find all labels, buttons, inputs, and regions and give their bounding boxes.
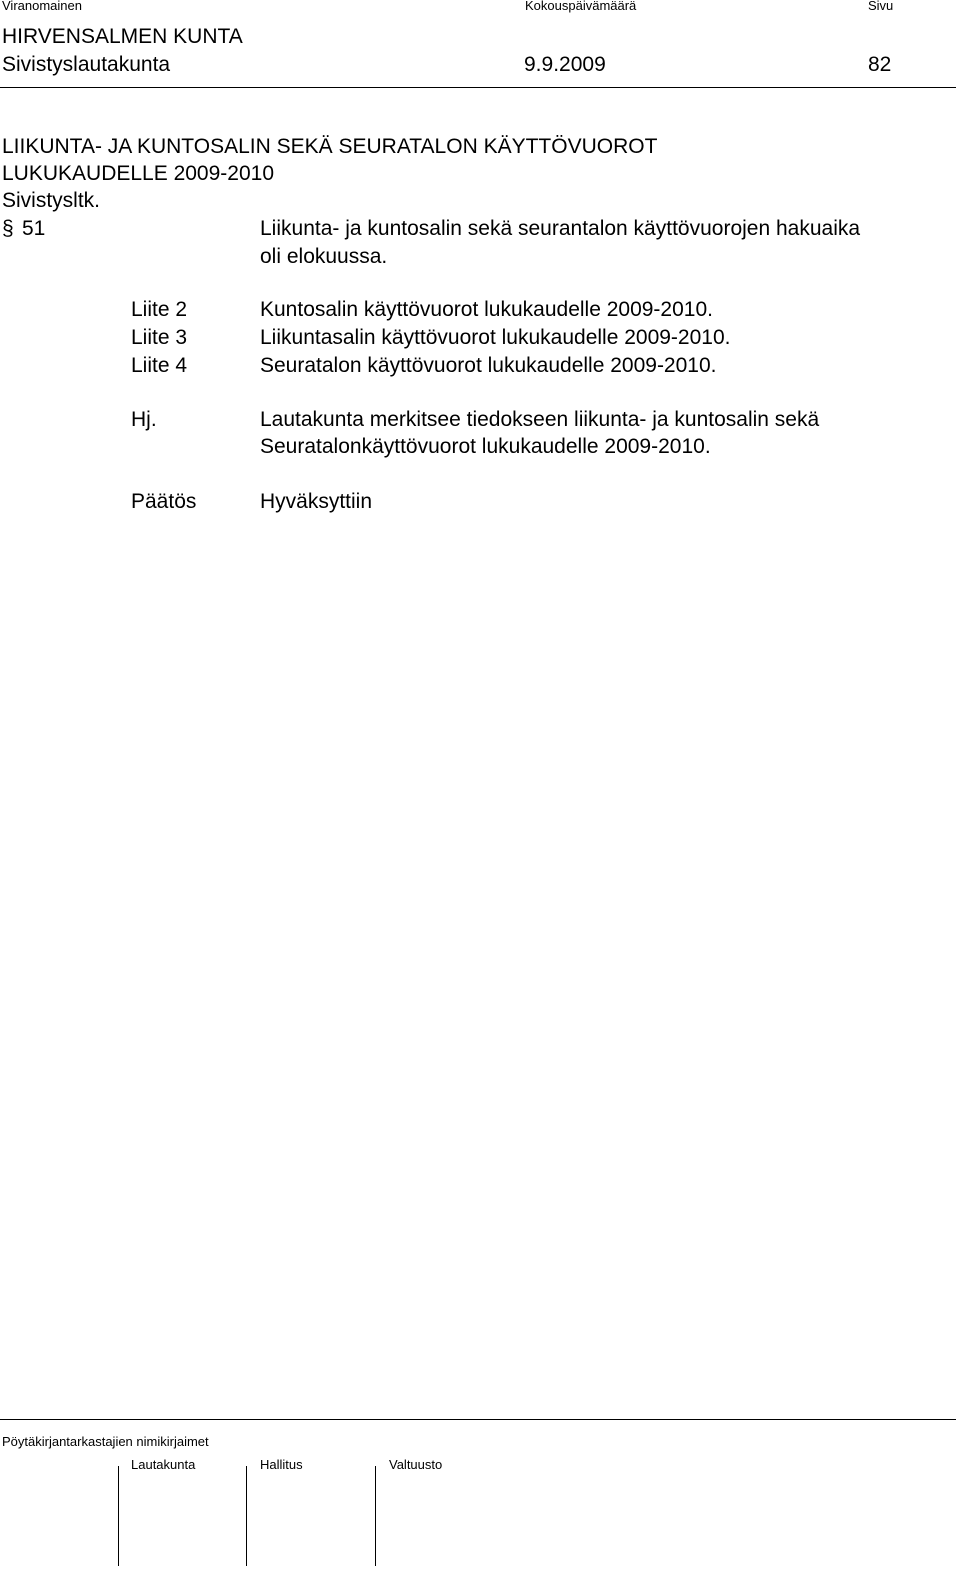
document-title-line1: LIIKUNTA- JA KUNTOSALIN SEKÄ SEURATALON KÄYTTÖVUOROT — [2, 135, 658, 158]
section-number: 51 — [22, 217, 46, 240]
decision-text: Hyväksyttiin — [260, 490, 373, 513]
document-title-line2: LUKUKAUDELLE 2009-2010 — [2, 162, 274, 185]
header-divider — [0, 87, 956, 88]
footer-divider — [0, 1419, 956, 1420]
attachment-label: Liite 2 — [131, 298, 188, 321]
attachment-label: Liite 4 — [131, 354, 188, 377]
initials-box-divider — [118, 1466, 119, 1566]
attachment-text: Kuntosalin käyttövuorot lukukaudelle 2009-2010. — [260, 298, 713, 321]
board-name: Sivistyslautakunta — [2, 53, 171, 76]
page-number: 82 — [868, 53, 892, 76]
header-date-label: Kokouspäivämäärä — [525, 0, 637, 13]
proposal-label: Hj. — [131, 408, 157, 431]
meeting-date: 9.9.2009 — [524, 53, 606, 76]
attachment-text: Seuratalon käyttövuorot lukukaudelle 2009-2010. — [260, 354, 717, 377]
initials-label: Pöytäkirjantarkastajien nimikirjaimet — [2, 1434, 209, 1449]
committee-abbrev: Sivistysltk. — [2, 189, 101, 212]
municipality-name: HIRVENSALMEN KUNTA — [2, 25, 243, 48]
section-symbol: § — [2, 217, 14, 240]
footer-board-label: Lautakunta — [131, 1457, 196, 1472]
attachment-text: Liikuntasalin käyttövuorot lukukaudelle 2009-2010. — [260, 326, 731, 349]
footer-government-label: Hallitus — [260, 1457, 303, 1472]
decision-label: Päätös — [131, 490, 197, 513]
initials-box-divider — [246, 1466, 247, 1566]
intro-line2: oli elokuussa. — [260, 245, 388, 268]
proposal-line1: Lautakunta merkitsee tiedokseen liikunta- ja kuntosalin sekä — [260, 408, 820, 431]
initials-box-divider — [375, 1466, 376, 1566]
proposal-line2: Seuratalonkäyttövuorot lukukaudelle 2009-2010. — [260, 435, 711, 458]
intro-line1: Liikunta- ja kuntosalin sekä seurantalon käyttövuorojen hakuaika — [260, 217, 861, 240]
header-page-label: Sivu — [868, 0, 894, 13]
footer-council-label: Valtuusto — [389, 1457, 443, 1472]
header-official-label: Viranomainen — [2, 0, 82, 13]
attachment-label: Liite 3 — [131, 326, 188, 349]
